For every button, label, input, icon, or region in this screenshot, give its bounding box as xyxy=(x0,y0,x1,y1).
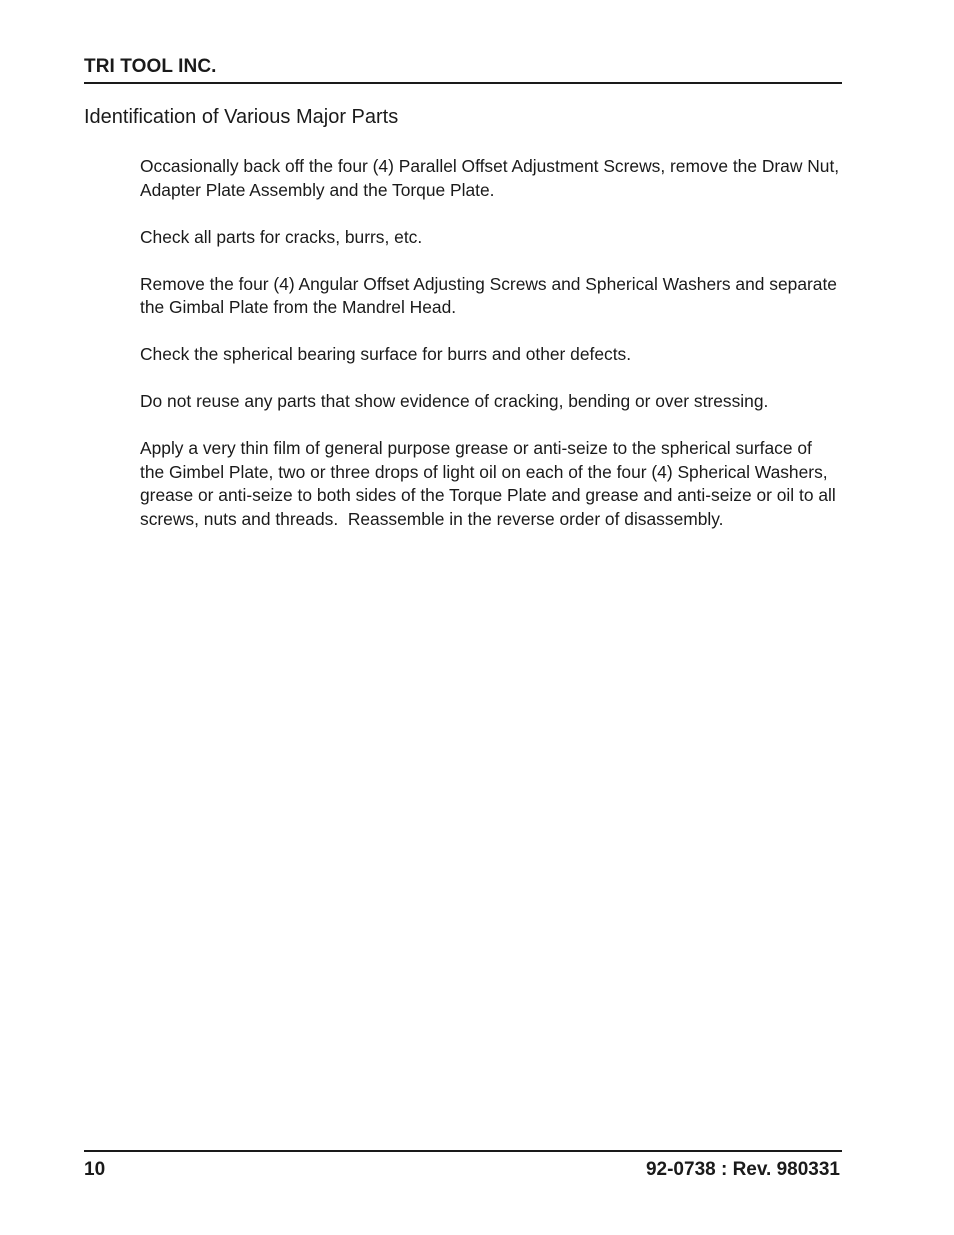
page-footer xyxy=(84,1150,842,1190)
paragraph: Check the spherical bearing surface for burrs and other defects. xyxy=(140,344,632,364)
page-header xyxy=(84,54,842,84)
section-title: Identification of Various Major Parts xyxy=(84,106,399,128)
page-number: 10 xyxy=(84,1159,106,1180)
company-name: TRI TOOL INC. xyxy=(84,56,217,77)
document-revision: 92-0738 : Rev. 980331 xyxy=(645,1159,840,1180)
paragraph: Check all parts for cracks, burrs, etc. xyxy=(140,226,423,247)
paragraph: Apply a very thin film of general purpose grease or anti-seize to the spherical surface of the Gimbel Plate, two or three drops of light oil on each of the four (4) Spherical Washers, grease or anti-seize to both sides of the Torque Plate and grease and anti-seize or oil to all screws, nuts and threads. Reassemble in the reverse order of disassembly. xyxy=(140,438,841,529)
body-text xyxy=(140,155,840,555)
paragraph: Do not reuse any parts that show evidence of cracking, bending or over stressing. xyxy=(140,391,769,411)
paragraph: Remove the four (4) Angular Offset Adjusting Screws and Spherical Washers and separate the Gimbal Plate from the Mandrel Head. xyxy=(140,273,837,317)
paragraph: Occasionally back off the four (4) Parallel Offset Adjustment Screws, remove the Draw Nut, Adapter Plate Assembly and the Torque Plate. xyxy=(140,156,840,200)
